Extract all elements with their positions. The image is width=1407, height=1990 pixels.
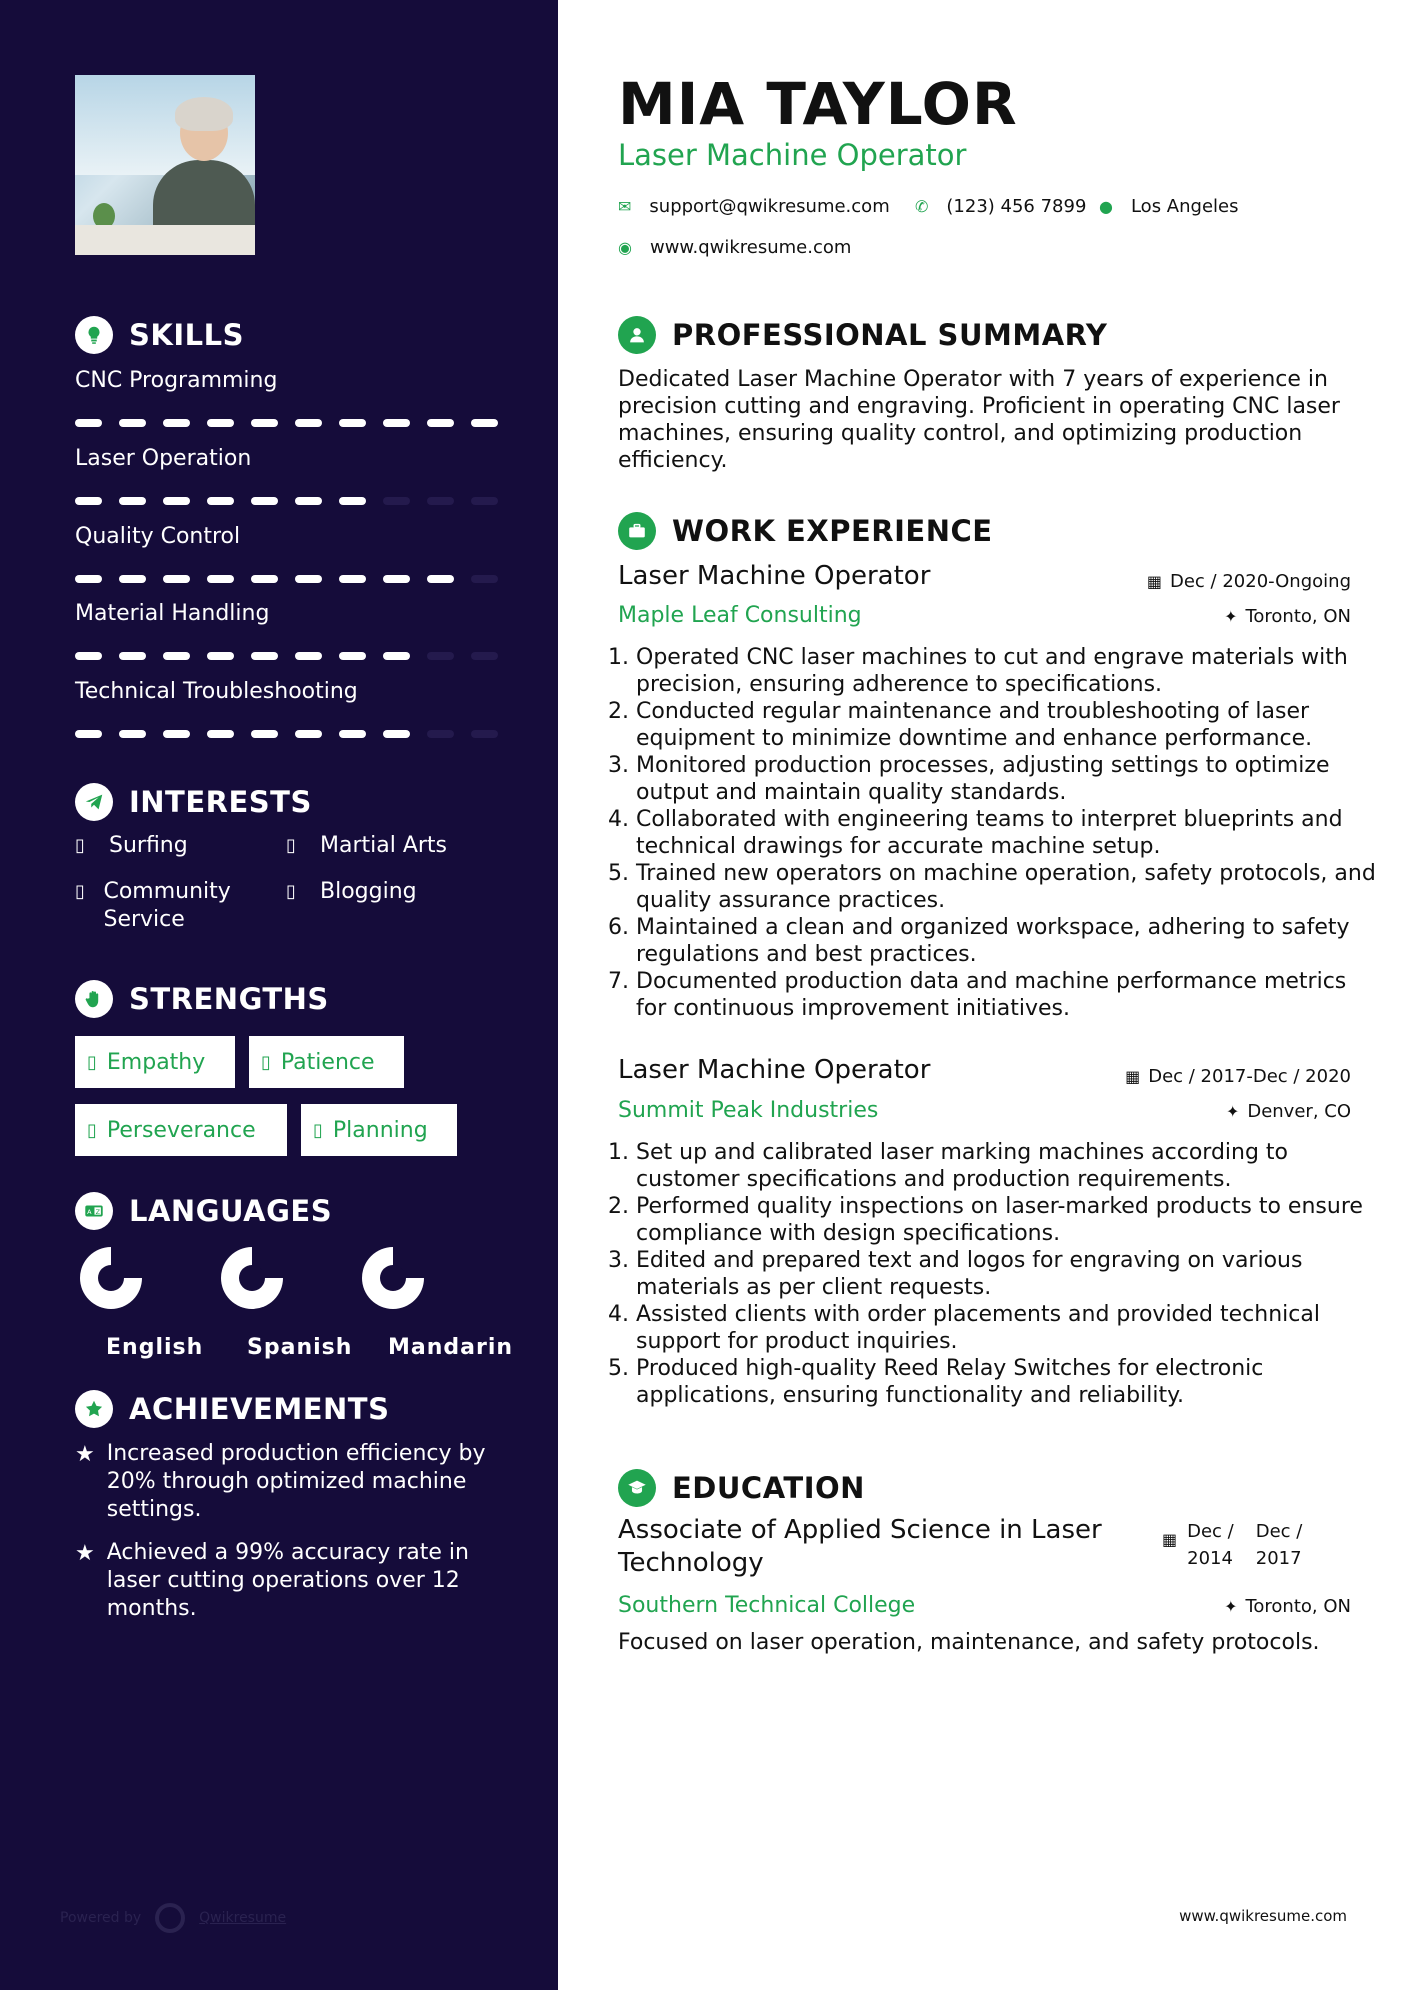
- skill-level-dot: [207, 730, 234, 738]
- skill-level-dot: [383, 497, 410, 505]
- phone-icon: ✆: [915, 197, 929, 216]
- skill-level-dot: [339, 652, 366, 660]
- map-marker-icon: ●: [1099, 197, 1113, 216]
- achievements-title: ACHIEVEMENTS: [129, 1392, 390, 1426]
- skill-level-dot: [251, 730, 278, 738]
- skill-level-dot: [471, 652, 498, 660]
- profile-photo: [75, 75, 255, 255]
- skill-level-meter: [75, 497, 505, 505]
- interest-item: ▯ Community Service: [75, 879, 231, 932]
- job-location: ✦ Toronto, ON: [1224, 606, 1351, 627]
- pushpin-icon: ✦: [1224, 607, 1238, 626]
- job-company: Maple Leaf Consulting: [618, 603, 862, 628]
- skill-level-dot: [119, 419, 146, 427]
- education-date: ▦ Dec / 2014 Dec / 2017: [1162, 1518, 1302, 1572]
- skill-level-dot: [207, 575, 234, 583]
- globe-icon: ◉: [618, 238, 632, 257]
- skill-level-dot: [471, 575, 498, 583]
- user-icon: [618, 316, 656, 354]
- strengths-title: STRENGTHS: [129, 982, 329, 1016]
- book-icon: ▯: [87, 1051, 97, 1073]
- skill-level-dot: [339, 497, 366, 505]
- skill-level-dot: [119, 575, 146, 583]
- education-heading: [618, 1469, 865, 1507]
- skill-level-dot: [339, 575, 366, 583]
- experience-title: WORK EXPERIENCE: [672, 514, 993, 548]
- skill-level-dot: [295, 419, 322, 427]
- skill-label: Material Handling: [75, 601, 270, 626]
- contact-email[interactable]: ✉ support@qwikresume.com: [618, 196, 890, 217]
- skill-item: [75, 524, 505, 583]
- summary-title: PROFESSIONAL SUMMARY: [672, 318, 1108, 352]
- language-item: English: [46, 1247, 176, 1309]
- skill-level-dot: [163, 730, 190, 738]
- footer-url: www.qwikresume.com: [1179, 1907, 1347, 1925]
- strength-tag: ▯ Planning: [301, 1104, 457, 1156]
- skill-level-dot: [339, 730, 366, 738]
- achievement-item: ★ Increased production efficiency by 20% through optimized machine settings.: [75, 1441, 486, 1522]
- strength-tag: ▯ Patience: [249, 1036, 404, 1088]
- skill-level-dot: [383, 652, 410, 660]
- skill-level-dot: [471, 730, 498, 738]
- skill-level-dot: [427, 497, 454, 505]
- book-icon: ▯: [75, 835, 85, 856]
- star-badge-icon: [75, 1390, 113, 1428]
- skill-level-dot: [471, 497, 498, 505]
- person-role: Laser Machine Operator: [618, 138, 967, 172]
- strength-tag: ▯ Perseverance: [75, 1104, 287, 1156]
- skill-item: [75, 446, 505, 505]
- skill-label: CNC Programming: [75, 368, 278, 393]
- education-degree: Associate of Applied Science in Laser Technology: [618, 1515, 1102, 1578]
- languages-heading: [75, 1192, 332, 1230]
- person-name: MIA TAYLOR: [618, 70, 1018, 138]
- achievements-heading: [75, 1390, 389, 1428]
- book-icon: ▯: [286, 881, 296, 902]
- job-location: ✦ Denver, CO: [1225, 1101, 1351, 1122]
- strength-tag: ▯ Empathy: [75, 1036, 235, 1088]
- skill-level-dot: [75, 419, 102, 427]
- experience-heading: [618, 512, 993, 550]
- duty-item: 2. Performed quality inspections on laser-marked products to ensure compliance with design specifications.: [636, 1193, 1376, 1247]
- education-location: ✦ Toronto, ON: [1224, 1596, 1351, 1617]
- shooting-star-icon: ★: [75, 1541, 95, 1566]
- skill-level-dot: [75, 575, 102, 583]
- skill-level-meter: [75, 419, 505, 427]
- education-text: Focused on laser operation, maintenance, and safety protocols.: [618, 1630, 1320, 1655]
- job-duties: [618, 1139, 1376, 1409]
- skill-level-dot: [251, 419, 278, 427]
- skill-level-meter: [75, 730, 505, 738]
- job-company: Summit Peak Industries: [618, 1098, 879, 1123]
- interest-item: ▯ Martial Arts: [286, 833, 448, 858]
- book-icon: ▯: [75, 881, 85, 902]
- skill-level-meter: [75, 652, 505, 660]
- contact-phone[interactable]: ✆ (123) 456 7899: [915, 196, 1087, 217]
- skill-level-meter: [75, 575, 505, 583]
- duty-item: 5. Trained new operators on machine operation, safety protocols, and quality assurance practices.: [636, 860, 1376, 914]
- skill-item: [75, 679, 505, 738]
- job-date: ▦ Dec / 2020-Ongoing: [1146, 571, 1351, 592]
- duty-item: 3. Monitored production processes, adjusting settings to optimize output and maintain quality standards.: [636, 752, 1376, 806]
- skill-level-dot: [339, 419, 366, 427]
- book-icon: ▯: [313, 1119, 323, 1141]
- skill-level-dot: [207, 497, 234, 505]
- graduate-icon: [618, 1469, 656, 1507]
- skill-level-dot: [295, 497, 322, 505]
- pushpin-icon: ✦: [1225, 1102, 1240, 1121]
- skill-level-dot: [383, 419, 410, 427]
- hand-icon: [75, 980, 113, 1018]
- language-proficiency-ring: [80, 1247, 142, 1309]
- skill-level-dot: [251, 652, 278, 660]
- skill-level-dot: [163, 575, 190, 583]
- contact-location: ● Los Angeles: [1099, 196, 1239, 217]
- pushpin-icon: ✦: [1224, 1597, 1238, 1616]
- skill-level-dot: [471, 419, 498, 427]
- skill-level-dot: [251, 575, 278, 583]
- strengths-heading: [75, 980, 329, 1018]
- sidebar: [0, 0, 558, 1990]
- skill-level-dot: [75, 730, 102, 738]
- skill-label: Technical Troubleshooting: [75, 679, 358, 704]
- powered-by: Powered by Qwikresume: [60, 1903, 286, 1933]
- interests-heading: [75, 783, 312, 821]
- skill-level-dot: [163, 419, 190, 427]
- job-title: Laser Machine Operator: [618, 561, 931, 591]
- skill-item: [75, 601, 505, 660]
- language-proficiency-ring: [221, 1247, 283, 1309]
- skill-level-dot: [119, 497, 146, 505]
- skills-title: SKILLS: [129, 318, 244, 352]
- duty-item: 5. Produced high-quality Reed Relay Switches for electronic applications, ensuring functionality and reliability.: [636, 1355, 1376, 1409]
- education-school: Southern Technical College: [618, 1593, 916, 1618]
- skill-level-dot: [251, 497, 278, 505]
- book-icon: ▯: [286, 835, 296, 856]
- contact-website[interactable]: ◉ www.qwikresume.com: [618, 237, 852, 258]
- shooting-star-icon: ★: [75, 1442, 95, 1467]
- book-icon: ▯: [261, 1051, 271, 1073]
- skill-level-dot: [427, 730, 454, 738]
- skills-heading: [75, 316, 244, 354]
- calendar-icon: ▦: [1125, 1067, 1141, 1086]
- summary-text: Dedicated Laser Machine Operator with 7 years of experience in precision cutting and engraving. Proficient in operating CNC laser machines, ensuring quality control, and optimizing production efficiency.: [618, 367, 1340, 473]
- skill-label: Laser Operation: [75, 446, 252, 471]
- skill-level-dot: [163, 497, 190, 505]
- briefcase-icon: [618, 512, 656, 550]
- language-item: Spanish: [187, 1247, 317, 1309]
- skill-level-dot: [295, 652, 322, 660]
- calendar-icon: ▦: [1162, 1530, 1178, 1549]
- skill-level-dot: [427, 575, 454, 583]
- skill-level-dot: [427, 652, 454, 660]
- job-title: Laser Machine Operator: [618, 1055, 931, 1085]
- skill-level-dot: [383, 575, 410, 583]
- interests-title: INTERESTS: [129, 785, 312, 819]
- skill-level-dot: [119, 730, 146, 738]
- skill-item: [75, 368, 505, 427]
- lightbulb-icon: [75, 316, 113, 354]
- duty-item: 3. Edited and prepared text and logos for engraving on various materials as per client requests.: [636, 1247, 1376, 1301]
- skill-level-dot: [163, 652, 190, 660]
- skill-level-dot: [75, 497, 102, 505]
- summary-heading: [618, 316, 1107, 354]
- qwikresume-link[interactable]: Qwikresume: [199, 1910, 287, 1926]
- skill-level-dot: [75, 652, 102, 660]
- paper-plane-icon: [75, 783, 113, 821]
- skill-label: Quality Control: [75, 524, 241, 549]
- language-proficiency-ring: [362, 1247, 424, 1309]
- skill-level-dot: [119, 652, 146, 660]
- duty-item: 4. Assisted clients with order placements and provided technical support for product inquiries.: [636, 1301, 1376, 1355]
- duty-item: 1. Set up and calibrated laser marking machines according to customer specifications and production requirements.: [636, 1139, 1376, 1193]
- calendar-icon: ▦: [1146, 572, 1162, 591]
- skill-level-dot: [295, 730, 322, 738]
- skill-level-dot: [427, 419, 454, 427]
- duty-item: 1. Operated CNC laser machines to cut and engrave materials with precision, ensuring adherence to specifications.: [636, 644, 1376, 698]
- skill-level-dot: [383, 730, 410, 738]
- duty-item: 2. Conducted regular maintenance and troubleshooting of laser equipment to minimize downtime and enhance performance.: [636, 698, 1376, 752]
- interest-item: ▯ Surfing: [75, 833, 188, 858]
- envelope-icon: ✉: [618, 197, 632, 216]
- skill-level-dot: [295, 575, 322, 583]
- translate-icon: [75, 1192, 113, 1230]
- skill-level-dot: [207, 419, 234, 427]
- language-item: Mandarin: [328, 1247, 458, 1309]
- svg-text:A: A: [87, 1207, 92, 1216]
- qwikresume-logo-icon: [155, 1903, 185, 1933]
- languages-title: LANGUAGES: [129, 1194, 333, 1228]
- achievement-item: ★ Achieved a 99% accuracy rate in laser cutting operations over 12 months.: [75, 1540, 469, 1621]
- duty-item: 7. Documented production data and machine performance metrics for continuous improvement initiatives.: [636, 968, 1376, 1022]
- job-date: ▦ Dec / 2017-Dec / 2020: [1125, 1066, 1351, 1087]
- duty-item: 6. Maintained a clean and organized workspace, adhering to safety regulations and best practices.: [636, 914, 1376, 968]
- main-content: [558, 0, 1407, 1990]
- interest-item: ▯ Blogging: [286, 879, 417, 904]
- svg-text:Z: Z: [95, 1207, 101, 1216]
- job-duties: [618, 644, 1376, 1022]
- skill-level-dot: [207, 652, 234, 660]
- duty-item: 4. Collaborated with engineering teams to interpret blueprints and technical drawings for accurate machine setup.: [636, 806, 1376, 860]
- education-title: EDUCATION: [672, 1471, 865, 1505]
- book-icon: ▯: [87, 1119, 97, 1141]
